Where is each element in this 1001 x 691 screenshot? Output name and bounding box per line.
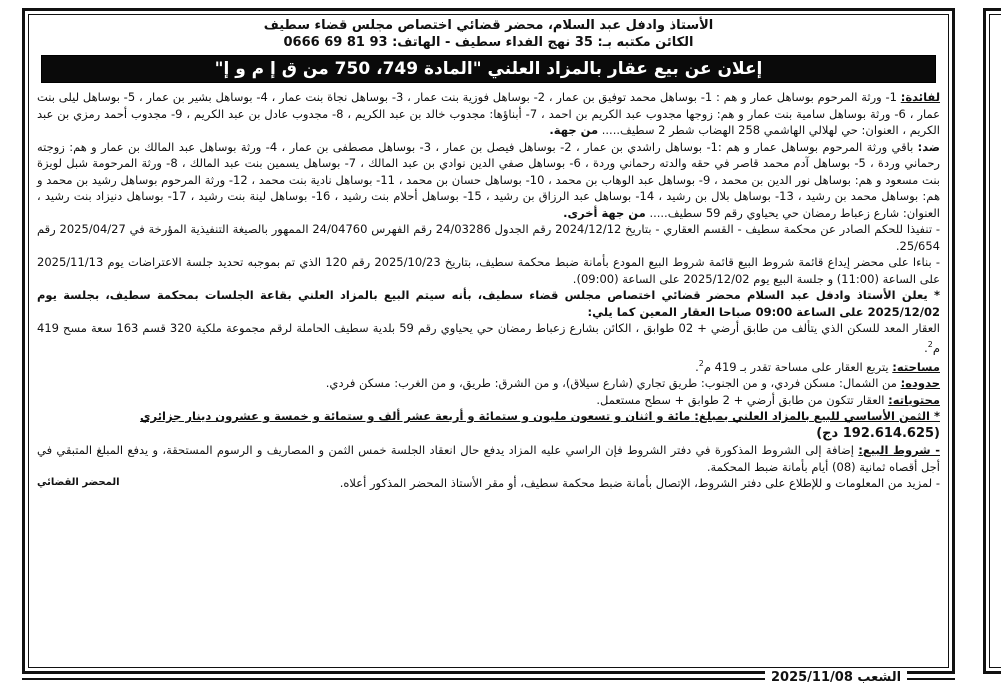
area-label: مساحته:: [892, 359, 940, 374]
legal-notice: [22, 8, 955, 674]
property-text: العقار المعد للسكن الذي يتألف من طابق أرضي + 02 طوابق ، الكائن بشارع زعباط رمضان حي يحياوي رقم 59 بلدية سطيف الحاملة لرقم مجموعة ملكية 320 قسم 163 سعة مسح 419 م: [37, 321, 940, 355]
price-amount: (192.614.625 دج): [816, 425, 940, 441]
filing-paragraph: - بناءا على محضر إيداع قائمة شروط البيع قائمة شروط البيع المودع بأمانة ضبط محكمة سطيف، بتاريخ 2025/10/23 رقم 120 الذي تم بموجبه تحديد جلسة الاعتراضات يوم 2025/11/13 على الساعة (11:00) و جلسة البيع يوم 2025/12/02 على الساعة (09:00).: [37, 255, 941, 286]
defendants-text: باقي ورثة المرحوم بوساهل عمار و هم :1- بوساهل راشدي بن عمار ، 2- بوساهل فيصل بن عمار ، 3- بوساهل مصطفى بن عمار ، 4- ورثة بوساهل عبد المالك بن عمار و هم: زوجته رحماني وردة ، 5- بوساهل آدم محمد قاصر في حقه والدته رحماني وردة ، 6- بوساهل صفي الدين نوادي بن عبد المالك ، 7- بوساهل يسمين بنت عبد المالك ، 8- ورثة المرحومة شبل لويزة بنت مسعود و هم: بوساهل نور الدين بن محمد ، 9- بوساهل عبد الوهاب بن محمد ، 10- بوساهل حسان بن محمد ، 11- بوساهل نادية بنت محمد ، 12- ورثة المرحوم بوساهل رشيد بن محمد و هم: بوساهل محمد بن رشيد ، 13- بوساهل بلال بن رشيد ، 14- بوساهل عبد الرزاق بن رشيد ، 15- بوساهل أحلام بنت رشيد ، 16- بوساهل لينة بنت رشيد ، 17- بوساهل دنيزاد بنت رشيد ، العنوان: شارع زعباط رمضان حي يحياوي رقم 59 سطيف.....: [37, 139, 941, 220]
bailiff-address-line: الكائن مكتبه بـ: 35 نهج الفداء سطيف - الهاتف: 93 81 69 0666: [283, 35, 694, 50]
contents-text: العقار تتكون من طابق أرضي + 2 طوابق + سطح مستعمل.: [596, 392, 885, 407]
defendants-paragraph: [37, 139, 940, 222]
contents-paragraph: [37, 392, 940, 409]
bailiff-signature: المحضر القضائي: [37, 477, 120, 489]
price-text: مائة و اثنان و تسعون مليون و ستمائة و أربعة عشر ألف و ستمائة و خمسة و عشرون دينار جزائري: [140, 409, 691, 424]
area-text: يتربع العقار على مساحة تقدر بـ 419 م: [703, 359, 889, 374]
plaintiffs-label: لفائدة:: [900, 90, 941, 104]
adjacent-column-border: [983, 8, 1001, 674]
notice-title: إعلان عن بيع عقار بالمزاد العلني "المادة 749، 750 من ق إ م و إ": [41, 55, 936, 83]
defendants-end: من جهة أخرى.: [563, 205, 646, 220]
plaintiffs-paragraph: [37, 89, 940, 139]
area-superscript: 2: [698, 358, 704, 368]
sale-conditions-label: - شروط البيع:: [858, 443, 940, 458]
boundaries-paragraph: [37, 375, 940, 392]
price-paragraph: [37, 408, 940, 425]
announcement-paragraph: * يعلن الأستاذ وادفل عبد السلام محضر قضائي اختصاص مجلس قضاء سطيف، بأنه سيتم البيع بالمزاد العلني بقاعة الجلسات بمحكمة سطيف، بجلسة يوم 2025/12/02 على الساعة 09:00 صباحا العقار المعين كما يلي:: [37, 288, 940, 319]
judgment-paragraph: - تنفيذا للحكم الصادر عن محكمة سطيف - القسم العقاري - بتاريخ 2024/12/12 رقم الجدول 24/03286 رقم الفهرس 24/04760 الممهور بالصيغة التنفيذية المؤرخة في 2025/04/27 رقم 25/654.: [37, 222, 940, 253]
defendants-label: ضد:: [917, 139, 941, 154]
boundaries-text: من الشمال: مسكن فردي، و من الجنوب: طريق تجاري (شارع سيلاق)، و من الشرق: طريق، و من الغرب: مسكن فردي.: [325, 376, 897, 391]
property-paragraph: العقار المعد للسكن الذي يتألف من طابق أرضي + 02 طوابق ، الكائن بشارع زعباط رمضان حي يحياوي رقم 59 بلدية سطيف الحاملة لرقم مجموعة ملكية 320 قسم 163 سعة مسح 419 م$^2$.: [37, 321, 940, 355]
plaintiffs-end: من جهة.: [549, 123, 599, 137]
notice-header: [37, 17, 940, 51]
info-paragraph: [37, 475, 940, 492]
sale-conditions-text: إضافة إلى الشروط المذكورة في دفتر الشروط فإن الراسي عليه المزاد يدفع حال انعقاد الجلسة خمس الثمن و المصاريف و الرسوم المستحقة، و يدفع المبلغ المتبقي في أجل أقصاه ثمانية (08) أيام بأمانة ضبط المحكمة.: [37, 443, 940, 474]
contents-label: محتوياته:: [888, 392, 940, 407]
property-superscript: 2: [927, 339, 933, 349]
sale-conditions-paragraph: [37, 442, 940, 475]
plaintiffs-text: 1- ورثة المرحوم بوساهل عمار و هم : 1- بوساهل محمد توفيق بن عمار ، 2- بوساهل فوزية بنت عمار ، 3- بوساهل نجاة بنت عمار ، 4- بوساهل بشير بن عمار ، 5- بوساهل ليلى بنت عمار ، 6- ورثة بوساهل سامية بنت عمار و هم: زوجها مجدوب عبد الكريم بن احمد ، 7- أبناؤها: مجدوب خالد بن عبد الكريم ، 8- مجدوب عادل بن عبد الكريم ، 9- مجدوب أحمد رمزي بن عبد الكريم ، العنوان: حي لهلالي الهاشمي 258 الهضاب شطر 2 سطيف.....: [37, 90, 940, 137]
bailiff-name-line: الأستاذ وادفل عبد السلام، محضر قضائي اختصاص مجلس قضاء سطيف: [263, 18, 714, 33]
publication-footer: الشعب 2025/11/08: [765, 670, 907, 686]
price-amount-line: [37, 425, 940, 443]
price-label: * الثمن الأساسي للبيع بالمزاد العلني بمبلغ:: [694, 409, 940, 424]
notice-body: [37, 89, 940, 492]
boundaries-label: حدوده:: [900, 376, 940, 391]
area-paragraph: مساحته: يتربع العقار على مساحة تقدر بـ 419 م$^2$.: [695, 358, 940, 374]
info-text: - لمزيد من المعلومات و للإطلاع على دفتر الشروط، الإتصال بأمانة ضبط محكمة سطيف، أو مقر الأستاذ المحضر المذكور أعلاه.: [339, 476, 940, 491]
